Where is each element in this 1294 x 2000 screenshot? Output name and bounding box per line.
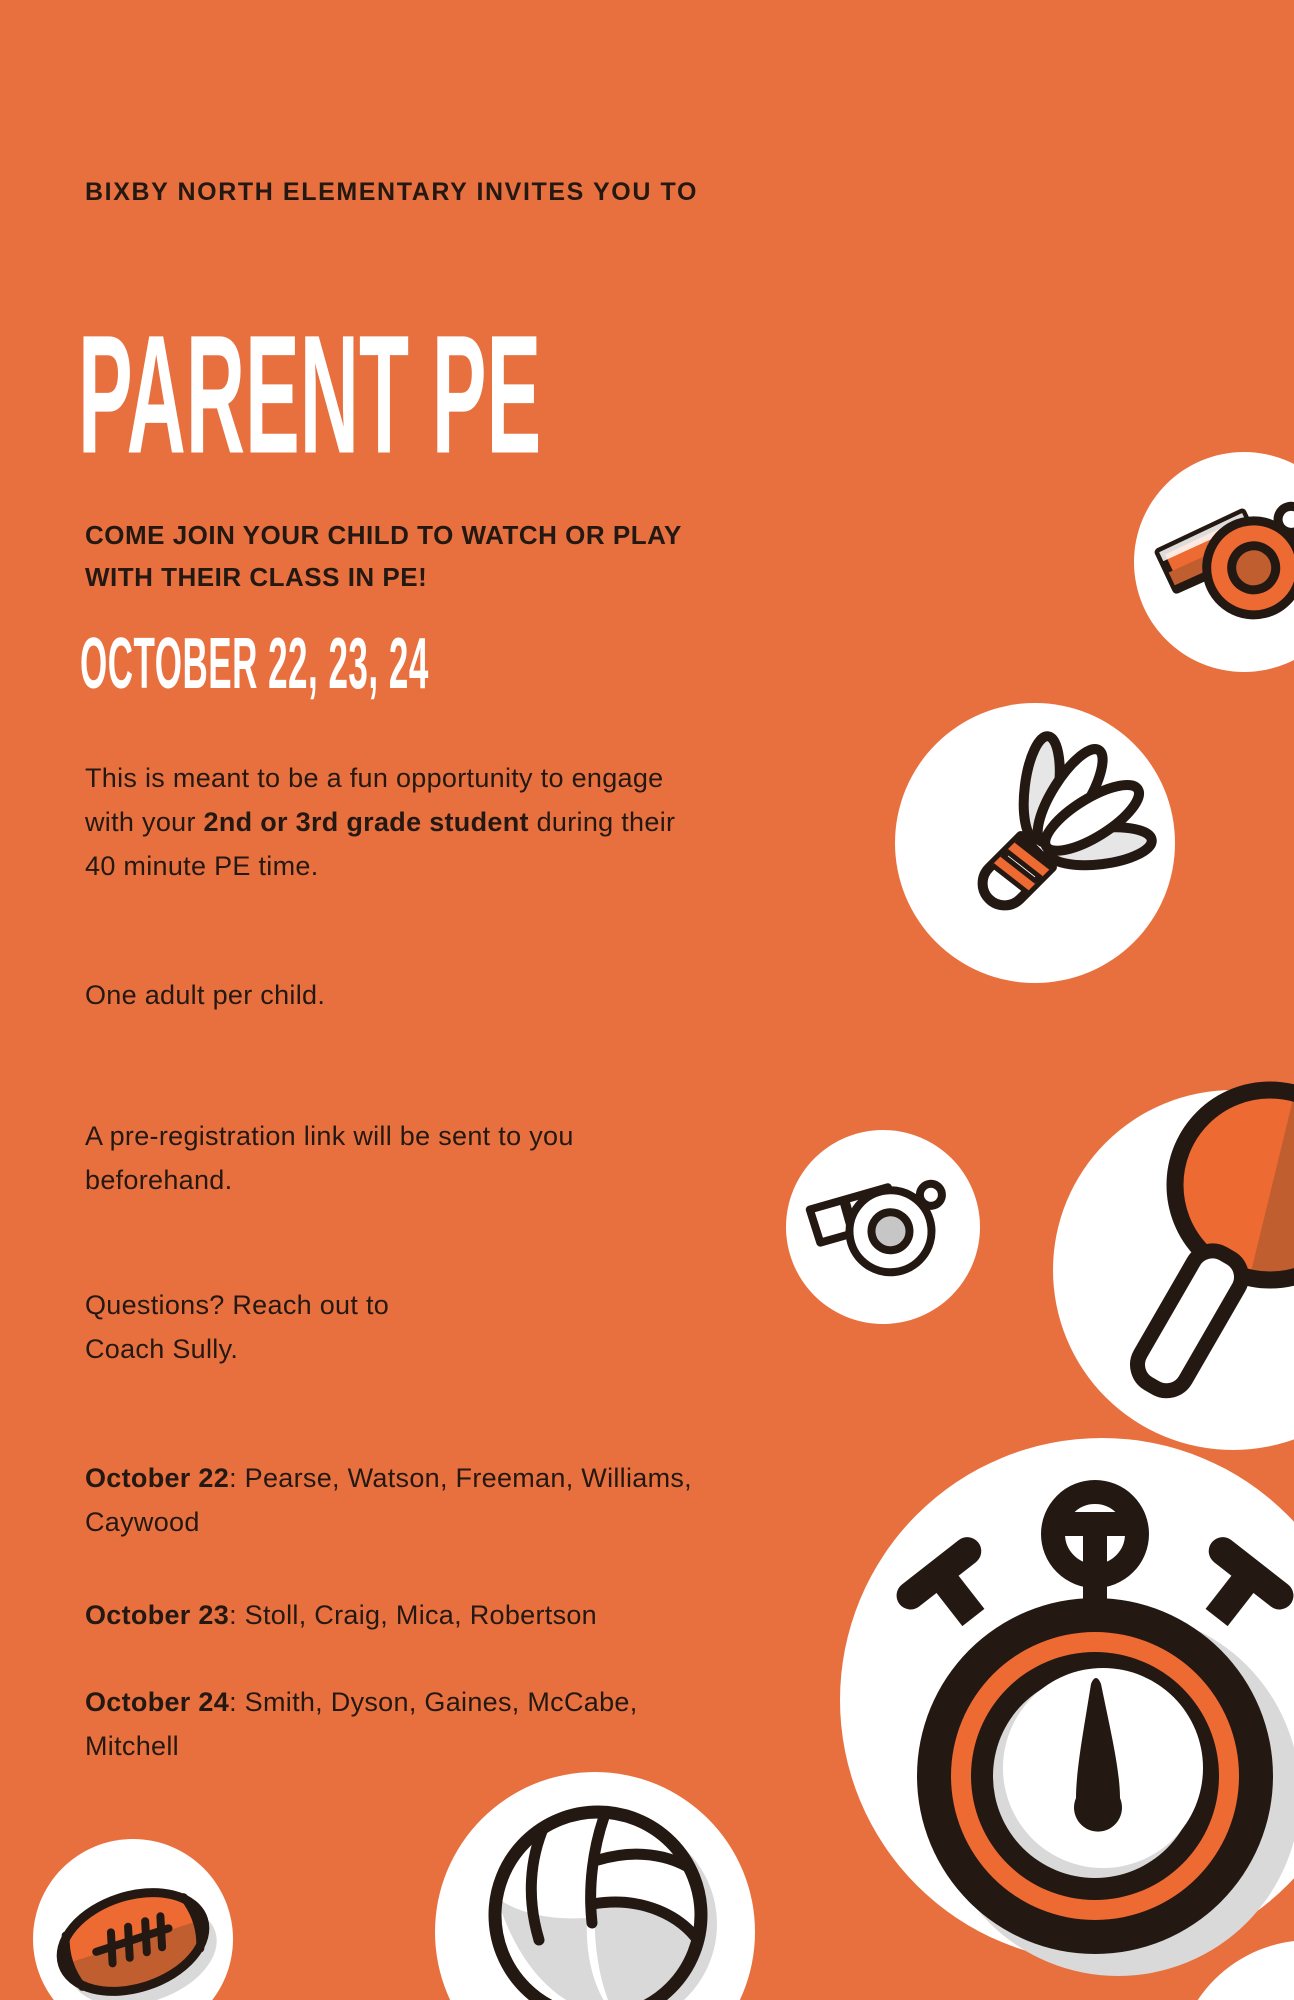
- subtitle-line-1: COME JOIN YOUR CHILD TO WATCH OR PLAY: [85, 520, 682, 550]
- whistle-small-icon: [786, 1130, 980, 1324]
- whistle-icon: [1134, 452, 1294, 672]
- schedule-date-label: October 23: [85, 1600, 230, 1630]
- subtitle: [85, 514, 682, 598]
- note-one-adult: One adult per child.: [85, 980, 326, 1010]
- page-title: [78, 296, 541, 506]
- schedule-date-label: October 24: [85, 1687, 230, 1717]
- football-icon: [33, 1839, 233, 2000]
- stopwatch-icon: [840, 1438, 1294, 2000]
- table-tennis-paddle-icon: [1053, 1070, 1294, 1450]
- event-dates: [80, 622, 429, 717]
- shuttlecock-icon: [895, 703, 1175, 983]
- subtitle-line-2: WITH THEIR CLASS IN PE!: [85, 562, 428, 592]
- intro-line-3: 40 minute PE time.: [85, 851, 319, 881]
- schedule-entry-oct23: October 23: Stoll, Craig, Mica, Robertson: [85, 1600, 597, 1630]
- intro-line-2: with your 2nd or 3rd grade student during their: [85, 807, 676, 837]
- schedule-entry-oct24: October 24: Smith, Dyson, Gaines, McCabe, Mitchell: [85, 1687, 638, 1761]
- kicker-text: BIXBY NORTH ELEMENTARY INVITES YOU TO: [85, 178, 698, 206]
- schedule-date-label: October 22: [85, 1463, 230, 1493]
- intro-bold-text: 2nd or 3rd grade student: [203, 807, 529, 837]
- intro-line-1: This is meant to be a fun opportunity to engage: [85, 763, 664, 793]
- volleyball-icon: [435, 1772, 755, 2000]
- schedule-entry-oct22: October 22: Pearse, Watson, Freeman, Williams, Caywood: [85, 1463, 692, 1537]
- note-questions: Questions? Reach out to Coach Sully.: [85, 1290, 390, 1364]
- intro-paragraph: [85, 756, 675, 888]
- note-preregistration: A pre-registration link will be sent to you beforehand.: [85, 1121, 574, 1195]
- page-title-text: PARENT PE: [78, 302, 542, 490]
- event-dates-text: OCTOBER 22, 23, 24: [80, 624, 429, 705]
